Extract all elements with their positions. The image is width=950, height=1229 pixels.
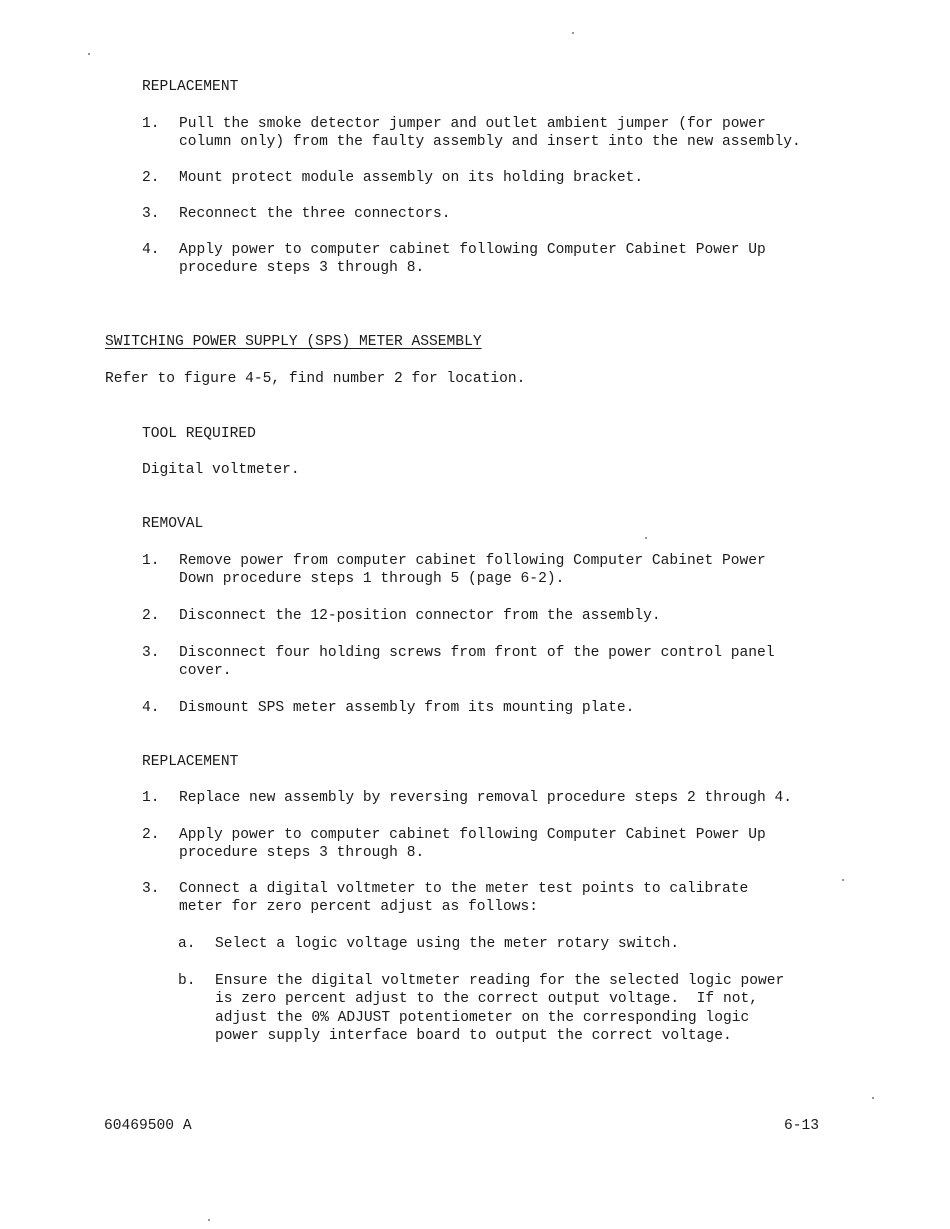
step-text: Apply power to computer cabinet following Computer Cabinet Power Up procedure steps 3 through 8.	[179, 242, 766, 277]
substep-text: Ensure the digital voltmeter reading for the selected logic power is zero percent adjust to the correct output voltage. If not, adjust the 0% ADJUST potentiometer on the corresponding logic power supply interface board to output the correct voltage.	[215, 973, 785, 1044]
step-text: Reconnect the three connectors.	[179, 206, 451, 222]
step-text: Connect a digital voltmeter to the meter test points to calibrate meter for zero percent adjust as follows:	[179, 881, 749, 916]
removal-step-3	[142, 644, 775, 699]
replacement-heading-1: REPLACEMENT	[142, 79, 239, 95]
step-number: 4.	[142, 700, 160, 716]
removal-heading: REMOVAL	[142, 516, 204, 532]
step-number: 2.	[142, 827, 160, 843]
substep-b	[178, 972, 785, 1044]
step-text: Disconnect four holding screws from front of the power control panel cover.	[179, 645, 775, 680]
replacement2-step-3	[142, 880, 749, 935]
document-number: 60469500 A	[104, 1118, 192, 1134]
step-number: 3.	[142, 881, 160, 897]
section-title: SWITCHING POWER SUPPLY (SPS) METER ASSEMBLY	[105, 334, 482, 350]
step-number: 3.	[142, 206, 160, 222]
tool-required-text: Digital voltmeter.	[142, 462, 300, 478]
step-text: Disconnect the 12-position connector from the assembly.	[179, 608, 661, 624]
step-number: 1.	[142, 790, 160, 806]
replacement-step-4	[142, 241, 766, 296]
step-number: 2.	[142, 608, 160, 624]
replacement-heading-2: REPLACEMENT	[142, 754, 239, 770]
step-text: Apply power to computer cabinet following Computer Cabinet Power Up procedure steps 3 through 8.	[179, 827, 766, 862]
removal-step-1	[142, 552, 766, 607]
replacement2-step-2	[142, 826, 766, 881]
substep-text: Select a logic voltage using the meter rotary switch.	[215, 936, 680, 952]
step-text: Dismount SPS meter assembly from its mounting plate.	[179, 700, 635, 716]
step-text: Remove power from computer cabinet following Computer Cabinet Power Down procedure steps 1 through 5 (page 6-2).	[179, 553, 766, 588]
scan-speck	[872, 1097, 874, 1099]
replacement-step-1	[142, 115, 801, 170]
step-number: 1.	[142, 553, 160, 569]
scan-speck	[645, 537, 647, 539]
tool-required-heading: TOOL REQUIRED	[142, 426, 256, 442]
scan-speck	[208, 1219, 210, 1221]
step-number: 4.	[142, 242, 160, 258]
scan-speck	[842, 879, 844, 881]
substep-letter: a.	[178, 936, 196, 952]
intro-text: Refer to figure 4-5, find number 2 for location.	[105, 371, 526, 387]
step-text: Replace new assembly by reversing removal procedure steps 2 through 4.	[179, 790, 793, 806]
step-text: Pull the smoke detector jumper and outlet ambient jumper (for power column only) from the faulty assembly and insert into the new assembly.	[179, 116, 801, 151]
step-number: 2.	[142, 170, 160, 186]
page-number: 6-13	[784, 1118, 820, 1134]
substep-letter: b.	[178, 973, 196, 989]
removal-step-4	[142, 699, 635, 754]
step-number: 1.	[142, 116, 160, 132]
step-number: 3.	[142, 645, 160, 661]
scan-speck	[572, 32, 574, 34]
step-text: Mount protect module assembly on its holding bracket.	[179, 170, 644, 186]
scan-speck	[88, 53, 90, 55]
